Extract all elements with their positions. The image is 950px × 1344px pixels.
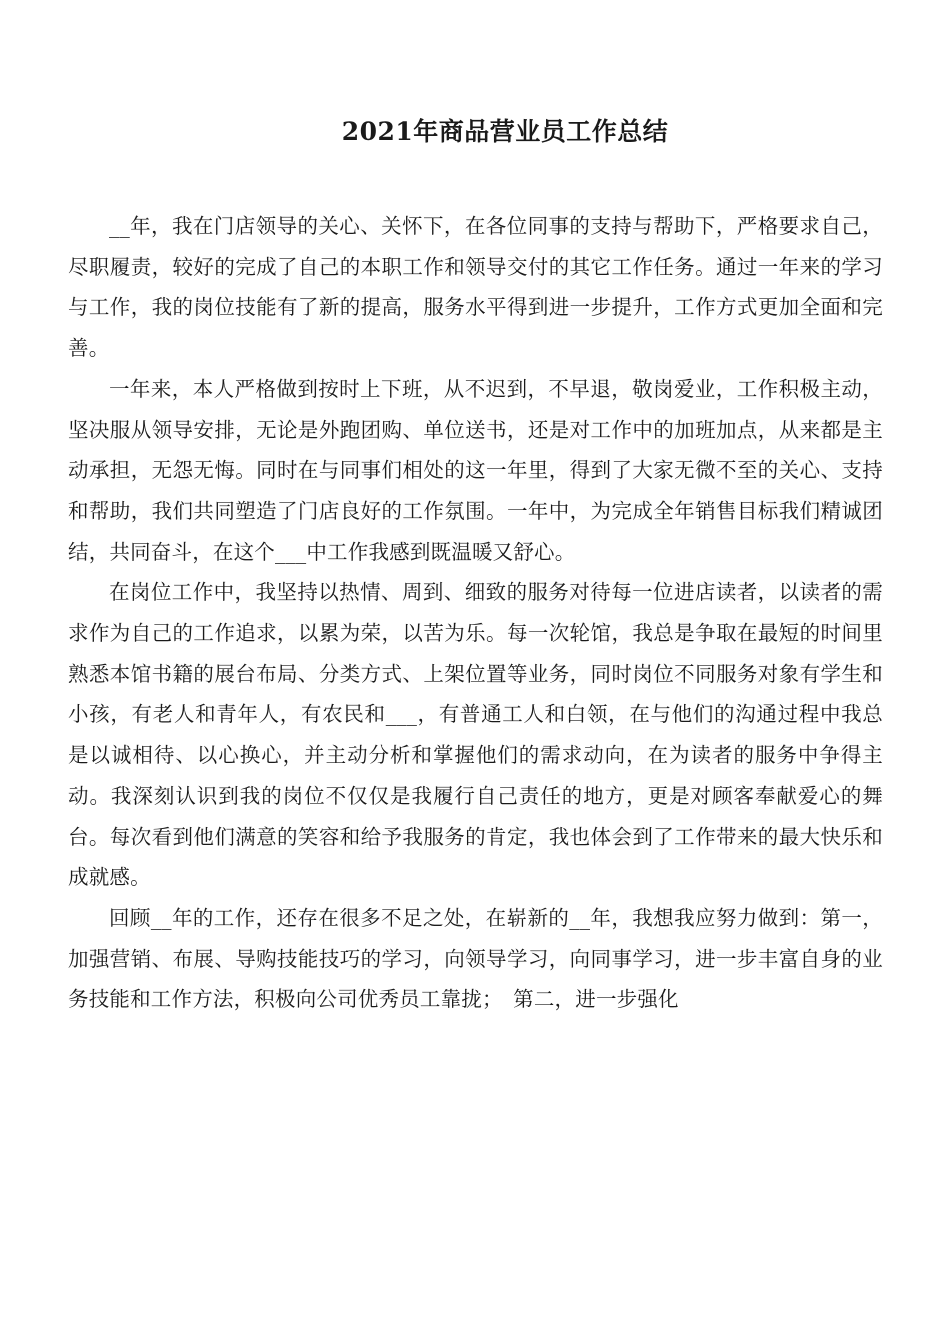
document-body	[68, 206, 883, 1020]
paragraph-2: 一年来，本人严格做到按时上下班，从不迟到，不早退，敬岗爱业，工作积极主动，坚决服从领导安排，无论是外跑团购、单位送书，还是对工作中的加班加点，从来都是主动承担，无怨无悔。同时在与同事们相处的这一年里，得到了大家无微不至的关心、支持和帮助，我们共同塑造了门店良好的工作氛围。一年中，为完成全年销售目标我们精诚团结，共同奋斗，在这个___中工作我感到既温暖又舒心。	[68, 376, 883, 564]
paragraph-1: __年，我在门店领导的关心、关怀下，在各位同事的支持与帮助下，严格要求自己，尽职履责，较好的完成了自己的本职工作和领导交付的其它工作任务。通过一年来的学习与工作，我的岗位技能有了新的提高，服务水平得到进一步提升，工作方式更加全面和完善。	[68, 214, 883, 361]
paragraph-3: 在岗位工作中，我坚持以热情、周到、细致的服务对待每一位进店读者，以读者的需求作为自己的工作追求，以累为荣，以苦为乐。每一次轮馆，我总是争取在最短的时间里熟悉本馆书籍的展台布局、分类方式、上架位置等业务，同时岗位不同服务对象有学生和小孩，有老人和青年人，有农民和___，有普通工人和白领，在与他们的沟通过程中我总是以诚相待、以心换心，并主动分析和掌握他们的需求动向，在为读者的服务中争得主动。我深刻认识到我的岗位不仅仅是我履行自己责任的地方，更是对顾客奉献爱心的舞台。每次看到他们满意的笑容和给予我服务的肯定，我也体会到了工作带来的最大快乐和成就感。	[68, 580, 883, 890]
document-title: 2021年商品营业员工作总结	[341, 116, 669, 146]
paragraph-4: 回顾__年的工作，还存在很多不足之处，在崭新的__年，我想我应努力做到：第一，加强营销、布展、导购技能技巧的学习，向领导学习，向同事学习，进一步丰富自身的业务技能和工作方法，积极向公司优秀员工靠拢； 第二，进一步强化	[68, 905, 883, 1012]
